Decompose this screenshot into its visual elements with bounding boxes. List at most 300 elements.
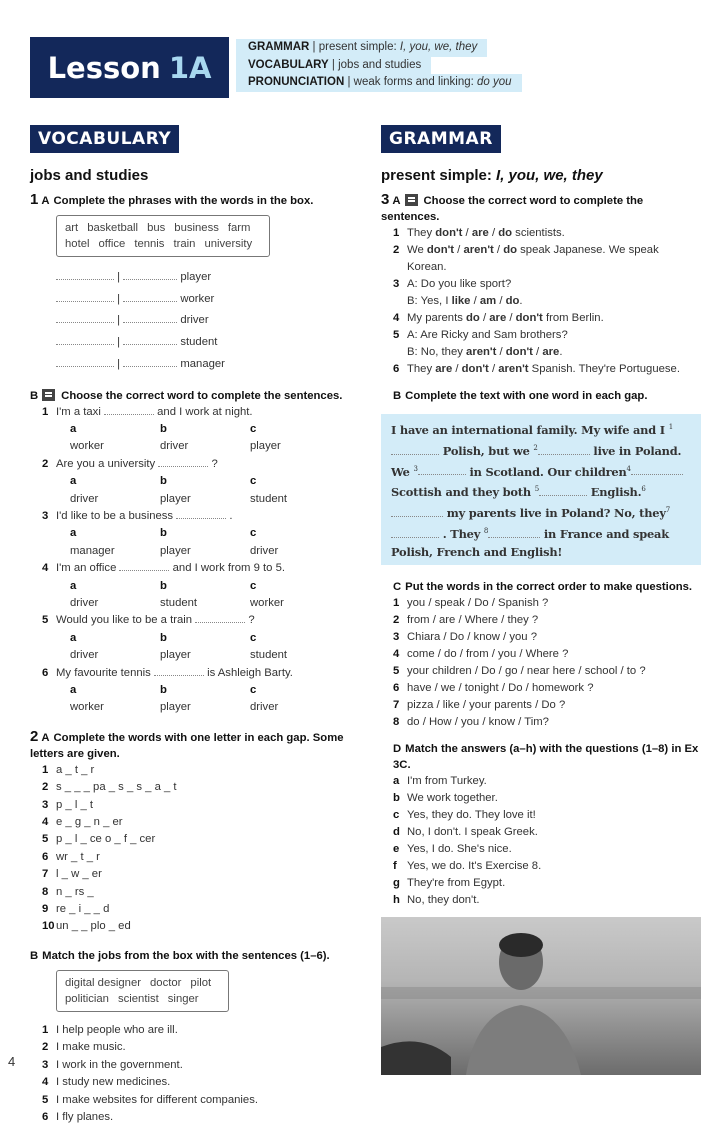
item-text: I'm from Turkey.	[407, 774, 487, 787]
item-number: 1	[42, 763, 49, 776]
option-word[interactable]: don't	[435, 227, 463, 239]
answer-gap[interactable]	[123, 269, 177, 280]
answer-gap[interactable]	[176, 508, 226, 519]
item-number: 2	[42, 457, 49, 470]
option-word[interactable]: do	[505, 295, 520, 307]
box-word: pilot	[190, 976, 212, 989]
grammar-list	[381, 225, 701, 378]
item-number: 8	[42, 885, 49, 898]
separator: |	[114, 292, 124, 305]
text-part: /	[462, 227, 472, 239]
vocabulary-subheading: jobs and studies	[30, 167, 149, 184]
list-item	[42, 814, 355, 831]
exercise-instruction	[381, 388, 701, 404]
item-text: ?	[245, 614, 255, 627]
item-number: 4	[42, 562, 49, 575]
option[interactable]	[160, 578, 250, 613]
item-text: re _ i _ _ d	[56, 903, 110, 916]
text-part: Polish, but we	[439, 443, 534, 458]
gap-number: 1	[668, 423, 673, 431]
answer-gap[interactable]	[56, 269, 114, 280]
gap-number: 6	[641, 485, 646, 494]
lesson-title	[30, 37, 229, 98]
item-text: and I work at night.	[153, 405, 253, 418]
item-text: Would you like to be a train	[56, 614, 196, 627]
answer-gap[interactable]	[56, 291, 114, 302]
item-text: I help people who are ill.	[56, 1023, 178, 1036]
item-text: wr _ t _ r	[56, 850, 100, 863]
page-number: 4	[8, 1054, 16, 1069]
answer-gap[interactable]	[539, 485, 587, 496]
focus-text: weak forms and linking:	[353, 76, 478, 88]
answer-gap[interactable]	[488, 527, 540, 538]
option-word[interactable]: aren't	[463, 244, 494, 256]
item-number: 3	[393, 278, 400, 290]
option[interactable]	[160, 525, 250, 560]
answer-gap[interactable]	[56, 312, 114, 323]
option[interactable]	[70, 578, 160, 613]
item-text: I fly planes.	[56, 1110, 114, 1123]
list-item	[393, 892, 701, 909]
option[interactable]	[70, 630, 160, 665]
item-text: e _ g _ n _ er	[56, 816, 123, 829]
focus-text: jobs and studies	[338, 58, 422, 71]
item-text: Are you a university	[56, 457, 159, 470]
focus-label: PRONUNCIATION	[248, 76, 345, 88]
word-box	[30, 209, 355, 267]
option-word[interactable]: don't	[461, 363, 489, 375]
text-part: English.	[586, 485, 642, 500]
option[interactable]	[250, 578, 340, 613]
option-text: driver	[70, 649, 99, 662]
item-number: 6	[42, 850, 49, 863]
text-part: scientists.	[512, 227, 565, 239]
option-text: driver	[70, 492, 99, 505]
focus-italic: I, you, we, they	[399, 41, 478, 53]
list-item	[42, 901, 355, 918]
option[interactable]	[250, 682, 340, 717]
list-item	[42, 797, 355, 814]
exercise-instruction	[381, 579, 701, 595]
list-item	[42, 762, 355, 779]
item-number: 3	[393, 630, 400, 643]
option-word[interactable]: am	[479, 295, 497, 307]
option[interactable]	[160, 421, 250, 456]
list-item	[393, 790, 701, 807]
worksheet-icon	[405, 194, 418, 206]
separator: |	[114, 357, 124, 370]
gap-number: 7	[665, 506, 671, 515]
text-part: from Berlin.	[542, 312, 604, 324]
text-part: live in Poland. We	[391, 443, 682, 479]
separator: |	[328, 58, 339, 71]
item-number: 3	[42, 1058, 49, 1071]
text-part: /	[488, 227, 499, 239]
option-text: worker	[250, 596, 284, 609]
exercise-number: 1	[30, 191, 39, 208]
phrase-row	[56, 289, 355, 311]
item-text: They're from Egypt.	[407, 876, 506, 889]
gap-fill-text	[381, 414, 701, 565]
answer-gap[interactable]	[538, 444, 590, 455]
item-text: p _ l _ ce o _ f _ cer	[56, 833, 156, 846]
text-part: I have an international family. My wife and I	[391, 422, 669, 437]
phrase-word: manager	[177, 357, 225, 370]
instruction-text: Complete the words with one letter in each gap. Some letters are given.	[30, 731, 344, 760]
option-letter: c	[250, 527, 257, 540]
list-item	[393, 773, 701, 790]
focus-line	[236, 74, 522, 92]
text-part: They	[407, 363, 436, 375]
exercise-instruction	[30, 388, 355, 404]
item-number: 1	[393, 227, 400, 239]
item-text: you / speak / Do / Spanish ?	[407, 596, 549, 609]
text-part: .	[559, 346, 563, 358]
list-item-line2	[407, 344, 701, 361]
item-number: 6	[393, 681, 400, 694]
box-word: singer	[167, 992, 199, 1005]
text-part: /	[454, 244, 464, 256]
instruction-text: Put the words in the correct order to make questions.	[405, 580, 693, 593]
item-number: 6	[42, 1110, 49, 1123]
list-item	[42, 404, 355, 421]
item-number: g	[393, 876, 400, 889]
exercise-letter: D	[393, 742, 402, 755]
option-word[interactable]: are	[471, 227, 489, 239]
answer-gap[interactable]	[391, 527, 439, 538]
answer-gap[interactable]	[123, 312, 177, 323]
list-item	[393, 629, 701, 646]
list-item	[42, 508, 355, 525]
option-letter: c	[250, 579, 257, 592]
item-text: p _ l _ t	[56, 798, 94, 811]
exercise-instruction	[30, 948, 355, 964]
option-word[interactable]: do	[498, 227, 513, 239]
vocabulary-heading: VOCABULARY	[30, 125, 179, 153]
exercise-letter: A	[41, 731, 50, 744]
box-word: tennis	[134, 238, 165, 250]
box-word: farm	[227, 222, 251, 234]
list-item	[393, 327, 701, 344]
list-item	[393, 824, 701, 841]
exercise-number: 3	[381, 191, 390, 208]
box-word: hotel	[65, 238, 90, 250]
item-text: I'm a taxi	[56, 405, 104, 418]
item-number: 10	[42, 920, 55, 933]
option[interactable]	[70, 421, 160, 456]
option-word[interactable]: do	[466, 312, 480, 324]
item-number: 5	[42, 833, 49, 846]
gap-number: 2	[533, 443, 538, 452]
option-text: driver	[250, 701, 279, 714]
list-item	[393, 646, 701, 663]
item-number: 6	[42, 666, 49, 679]
option-text: player	[160, 649, 191, 662]
list-item	[393, 858, 701, 875]
list-item	[42, 612, 355, 629]
answer-gap[interactable]	[154, 665, 204, 676]
jobs-sentences-list	[30, 1022, 355, 1126]
text-part: /	[496, 295, 506, 307]
item-text: Yes, they do. They love it!	[407, 808, 536, 821]
item-number: 5	[42, 614, 49, 627]
lesson-number: 1A	[168, 50, 212, 85]
text-part: /	[493, 244, 504, 256]
option-letter: b	[160, 527, 167, 540]
answer-options	[56, 525, 355, 560]
phrase-word: student	[177, 336, 218, 349]
answer-gap[interactable]	[104, 404, 154, 415]
answer-options	[56, 421, 355, 456]
worksheet-icon	[42, 389, 55, 401]
item-number: 7	[42, 868, 49, 881]
exercise-letter: B	[30, 949, 39, 962]
item-text: Chiara / Do / know / you ?	[407, 630, 537, 643]
list-item	[393, 697, 701, 714]
text-part: /	[452, 363, 462, 375]
list-item	[393, 225, 701, 242]
option-word[interactable]: are	[489, 312, 507, 324]
exercise-letter: B	[393, 390, 402, 402]
list-item	[42, 849, 355, 866]
phrase-row	[56, 310, 355, 332]
box-word: business	[174, 222, 219, 234]
item-number: 5	[42, 1093, 49, 1106]
item-number: 1	[42, 405, 49, 418]
answer-gap[interactable]	[158, 456, 208, 467]
text-part: my parents live in Poland? No, they	[443, 505, 666, 520]
answer-options	[56, 578, 355, 613]
item-text: a _ t _ r	[56, 763, 95, 776]
item-number: 4	[393, 312, 400, 324]
answer-gap[interactable]	[56, 334, 114, 345]
phrase-row	[56, 267, 355, 289]
option-letter: b	[160, 684, 167, 697]
answer-options	[56, 473, 355, 508]
option-word[interactable]: are	[542, 346, 560, 358]
list-item	[393, 276, 701, 293]
option-text: player	[160, 492, 191, 505]
text-part: A: Do you like sport?	[407, 278, 512, 290]
item-number: 9	[42, 903, 49, 916]
option[interactable]	[250, 525, 340, 560]
list-item	[393, 361, 701, 378]
text-part: Scottish and they both	[391, 485, 535, 500]
box-word: bus	[147, 222, 166, 234]
box-word: office	[98, 238, 126, 250]
answer-gap[interactable]	[119, 560, 169, 571]
option-text: student	[250, 492, 288, 505]
list-item	[42, 779, 355, 796]
text-part: They	[407, 227, 436, 239]
item-text: pizza / like / your parents / Do ?	[407, 698, 566, 711]
gap-number: 8	[483, 526, 489, 535]
option-text: worker	[70, 440, 104, 453]
instruction-text: Match the answers (a–h) with the questions (1–8) in Ex 3C.	[393, 742, 699, 771]
option-text: driver	[160, 440, 189, 453]
answer-gap[interactable]	[56, 356, 114, 367]
box-word: art	[65, 222, 79, 234]
instruction-text: Complete the text with one word in each gap.	[405, 390, 648, 402]
option-word[interactable]: aren't	[466, 346, 497, 358]
list-item	[42, 1092, 355, 1109]
list-item	[42, 665, 355, 682]
list-item	[42, 1022, 355, 1039]
option[interactable]	[160, 473, 250, 508]
list-item	[393, 595, 701, 612]
item-number: 4	[393, 647, 400, 660]
box-word: basketball	[87, 222, 139, 234]
gap-number: 4	[626, 464, 631, 473]
word-box-box	[56, 215, 270, 257]
answer-gap[interactable]	[418, 464, 466, 475]
answer-gap[interactable]	[123, 334, 177, 345]
item-text: from / are / Where / they ?	[407, 613, 539, 626]
option-text: student	[250, 649, 288, 662]
phrase-word: worker	[177, 292, 215, 305]
text-part: speak Japanese. We speak Korean.	[407, 244, 659, 273]
text-part: in Scotland. Our children	[465, 464, 627, 479]
vocabulary-column	[30, 125, 355, 1126]
list-item	[42, 1039, 355, 1056]
answer-gap[interactable]	[123, 356, 177, 367]
item-text: n _ rs _	[56, 885, 94, 898]
text-part: We	[407, 244, 427, 256]
answers-list	[381, 773, 701, 909]
focus-line	[236, 57, 431, 75]
option-letter: b	[160, 475, 167, 488]
option-word[interactable]: don't	[426, 244, 455, 256]
item-number: 1	[393, 596, 400, 609]
item-number: 5	[393, 329, 400, 341]
exercise-instruction	[30, 192, 355, 209]
item-text: I work in the government.	[56, 1058, 183, 1071]
list-item	[393, 612, 701, 629]
gap-number: 3	[413, 464, 418, 473]
grammar-subheading	[381, 167, 701, 184]
item-number: 4	[42, 1076, 49, 1089]
item-text: I study new medicines.	[56, 1076, 171, 1089]
list-item	[42, 560, 355, 577]
answer-gap[interactable]	[631, 464, 683, 475]
option[interactable]	[250, 421, 340, 456]
item-text: come / do / from / you / Where ?	[407, 647, 569, 660]
text-part: B: Yes, I	[407, 295, 452, 307]
answer-options	[56, 682, 355, 717]
text-part: A: Are Ricky and Sam brothers?	[407, 329, 568, 341]
option-word[interactable]: like	[451, 295, 471, 307]
focus-label: GRAMMAR	[248, 41, 310, 53]
option[interactable]	[70, 473, 160, 508]
item-text: No, I don't. I speak Greek.	[407, 825, 538, 838]
option-letter: a	[70, 475, 77, 488]
text-part: /	[479, 312, 490, 324]
list-item	[393, 310, 701, 327]
phrase-row	[56, 354, 355, 376]
phrase-word: player	[177, 271, 212, 283]
grammar-column	[381, 125, 701, 1075]
separator: |	[114, 336, 124, 349]
option-text: driver	[250, 544, 279, 557]
item-number: 1	[42, 1023, 49, 1036]
item-number: f	[393, 859, 397, 872]
item-text: your children / Do / go / near here / school / to ?	[407, 664, 646, 677]
item-number: 8	[393, 715, 400, 728]
option-word[interactable]: don't	[505, 346, 533, 358]
text-part: /	[488, 363, 499, 375]
instruction-text: Choose the correct word to complete the sentences.	[61, 389, 343, 402]
item-number: 3	[42, 798, 49, 811]
list-item	[42, 866, 355, 883]
list-item	[42, 918, 355, 935]
option[interactable]	[160, 682, 250, 717]
option[interactable]	[250, 473, 340, 508]
option-word[interactable]: do	[503, 244, 518, 256]
option-word[interactable]: aren't	[498, 363, 529, 375]
text-part: .	[519, 295, 523, 307]
box-word: university	[204, 238, 253, 250]
answer-gap[interactable]	[391, 444, 439, 455]
option-word[interactable]: don't	[515, 312, 543, 324]
option[interactable]	[70, 525, 160, 560]
option-letter: c	[250, 422, 257, 435]
option-letter: a	[70, 422, 77, 435]
lesson-focus	[236, 39, 522, 92]
box-word: scientist	[117, 992, 159, 1005]
item-number: 5	[393, 664, 400, 677]
jobs-box	[30, 964, 355, 1022]
box-word: train	[173, 238, 196, 250]
item-text: No, they don't.	[407, 893, 480, 906]
option-text: student	[160, 596, 198, 609]
option-letter: c	[250, 684, 257, 697]
option[interactable]	[70, 682, 160, 717]
list-item	[42, 1109, 355, 1126]
option[interactable]	[250, 630, 340, 665]
focus-italic: do you	[477, 76, 512, 88]
spelling-list	[30, 762, 355, 936]
separator: |	[344, 76, 354, 88]
item-number: a	[393, 774, 400, 787]
box-word: politician	[65, 992, 109, 1005]
exercise-letter: A	[41, 195, 50, 207]
exercise-instruction	[30, 729, 355, 762]
item-number: b	[393, 791, 400, 804]
answer-gap[interactable]	[123, 291, 177, 302]
answer-gap[interactable]	[195, 612, 245, 623]
option[interactable]	[160, 630, 250, 665]
exercise-letter: A	[392, 195, 401, 207]
item-text: I'm an office	[56, 562, 120, 575]
item-text: We work together.	[407, 791, 498, 804]
phrase-rows	[30, 267, 355, 376]
exercise-instruction	[381, 192, 701, 225]
option-text: manager	[70, 544, 115, 557]
option-word[interactable]: are	[435, 363, 453, 375]
answer-gap[interactable]	[391, 506, 443, 517]
item-number: 7	[393, 698, 400, 711]
list-item	[42, 884, 355, 901]
option-text: driver	[70, 596, 99, 609]
separator: |	[114, 271, 124, 283]
item-number: 3	[42, 509, 49, 522]
exercise-letter: B	[30, 389, 39, 402]
item-text: I'd like to be a business	[56, 509, 177, 522]
exercise-letter: C	[393, 580, 402, 593]
item-number: c	[393, 808, 400, 821]
photo-smiling-man	[381, 917, 701, 1075]
exercise-number: 2	[30, 727, 39, 745]
